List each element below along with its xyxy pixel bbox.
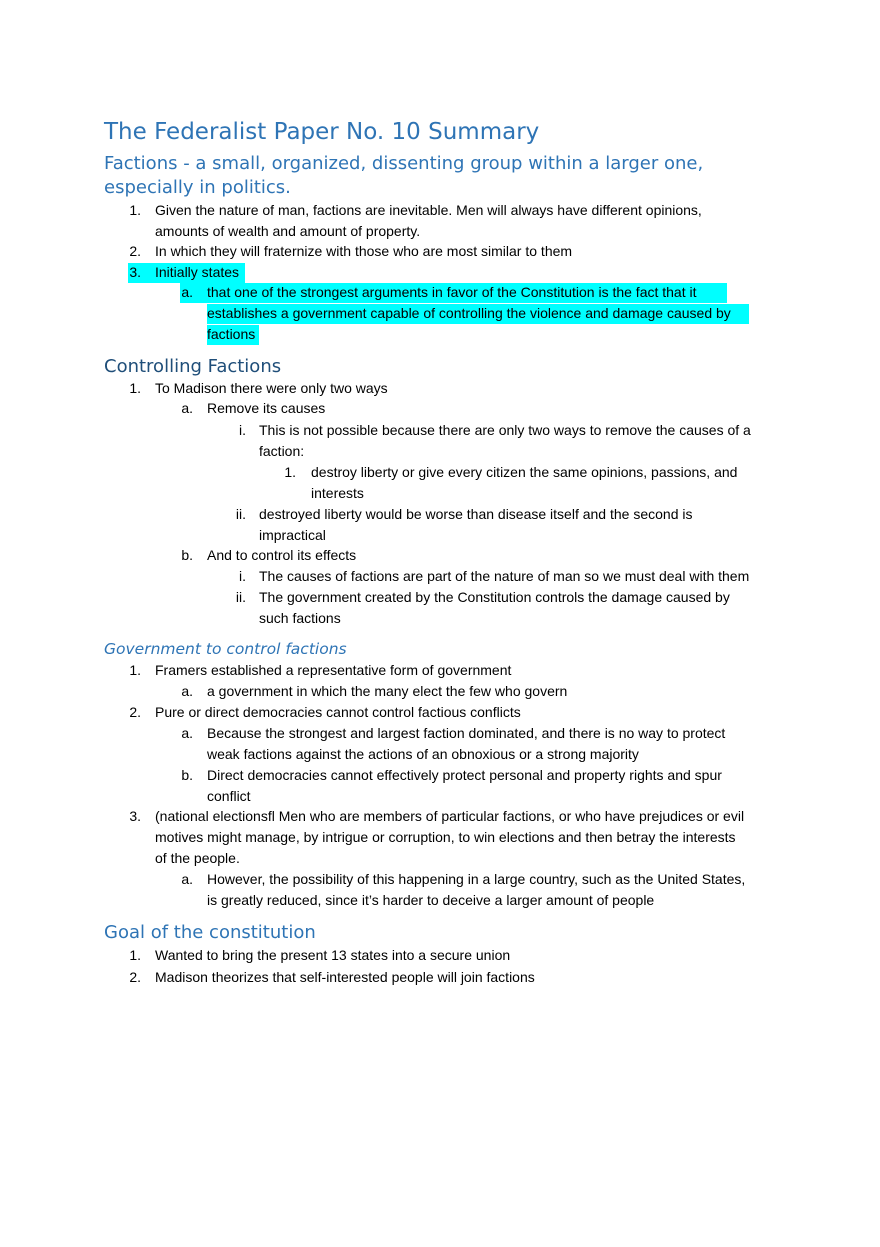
list-marker: b.: [181, 767, 193, 783]
list-marker: i.: [239, 568, 246, 584]
list-text: To Madison there were only two ways: [155, 380, 388, 396]
goal-heading: Goal of the constitution: [104, 922, 316, 943]
list-text: Wanted to bring the present 13 states into a secure union: [155, 947, 511, 963]
list-marker: 1.: [284, 464, 296, 480]
list-marker: a.: [181, 683, 193, 699]
list-marker: a.: [181, 400, 193, 416]
list-text: such factions: [259, 610, 341, 626]
list-text: amounts of wealth and amount of property.: [155, 223, 421, 239]
government-heading: Government to control factions: [104, 640, 347, 658]
list-marker: 1.: [129, 662, 141, 678]
list-text: However, the possibility of this happening in a large country, such as the United States,: [207, 871, 746, 887]
list-text: Pure or direct democracies cannot control factious conflicts: [155, 704, 521, 720]
list-text: conflict: [207, 788, 251, 804]
list-marker: 2.: [129, 704, 141, 720]
list-marker: 1.: [129, 380, 141, 396]
list-text: Framers established a representative form of government: [155, 662, 512, 678]
list-text: motives might manage, by intrigue or corruption, to win elections and then betray the interests: [155, 829, 736, 845]
list-marker: 2.: [129, 969, 141, 985]
list-text: is greatly reduced, since it’s harder to deceive a larger amount of people: [207, 892, 655, 908]
list-marker: a.: [181, 284, 193, 300]
list-text: a government in which the many elect the few who govern: [207, 683, 568, 699]
list-text: Given the nature of man, factions are inevitable. Men will always have different opinions,: [155, 202, 702, 218]
list-text: Remove its causes: [207, 400, 326, 416]
list-text: Madison theorizes that self-interested people will join factions: [155, 969, 535, 985]
list-text: faction:: [259, 443, 305, 459]
list-marker: 2.: [129, 243, 141, 259]
list-marker: 1.: [129, 947, 141, 963]
list-text: destroyed liberty would be worse than disease itself and the second is: [259, 506, 693, 522]
list-text: And to control its effects: [207, 547, 357, 563]
list-text: This is not possible because there are only two ways to remove the causes of a: [259, 422, 751, 438]
list-text: Initially states: [155, 264, 240, 280]
list-marker: 3.: [129, 264, 141, 280]
list-text: destroy liberty or give every citizen the same opinions, passions, and: [311, 464, 738, 480]
list-text: Because the strongest and largest faction dominated, and there is no way to protect: [207, 725, 726, 741]
list-text: The causes of factions are part of the nature of man so we must deal with them: [259, 568, 750, 584]
list-text: Direct democracies cannot effectively protect personal and property rights and spur: [207, 767, 722, 783]
list-text: weak factions against the actions of an obnoxious or a strong majority: [207, 746, 639, 762]
factions-definition-heading: Factions - a small, organized, dissenting group within a larger one, especially in politics.: [104, 153, 704, 198]
list-marker: a.: [181, 725, 193, 741]
document-title: The Federalist Paper No. 10 Summary: [104, 119, 540, 145]
list-text: establishes a government capable of controlling the violence and damage caused by: [207, 305, 731, 321]
list-marker: 3.: [129, 808, 141, 824]
list-text: that one of the strongest arguments in favor of the Constitution is the fact that it: [207, 284, 697, 300]
list-text: impractical: [259, 527, 326, 543]
list-text: interests: [311, 485, 364, 501]
list-text: In which they will fraternize with those who are most similar to them: [155, 243, 573, 259]
list-text: factions: [207, 326, 256, 342]
list-marker: b.: [181, 547, 193, 563]
list-marker: 1.: [129, 202, 141, 218]
list-text: The government created by the Constitution controls the damage caused by: [259, 589, 730, 605]
list-text: of the people.: [155, 850, 240, 866]
list-marker: ii.: [235, 589, 246, 605]
list-marker: i.: [239, 422, 246, 438]
list-text: (national electionsfl Men who are members of particular factions, or who have prejudices or evil: [155, 808, 745, 824]
list-marker: a.: [181, 871, 193, 887]
list-marker: ii.: [235, 506, 246, 522]
controlling-factions-heading: Controlling Factions: [104, 356, 282, 377]
